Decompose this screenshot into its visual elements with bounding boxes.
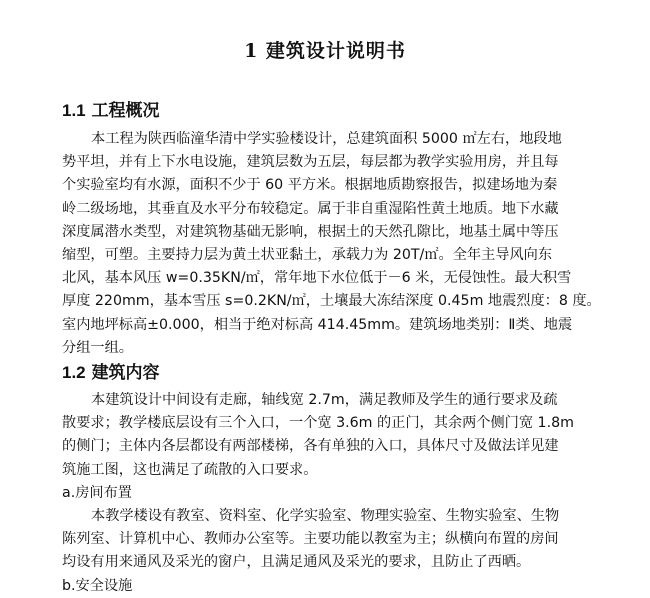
section-number: 1.1 [62, 101, 86, 120]
text-line: 个实验室均有水源，面积不少于 60 平方米。根据地质勘察报告，拟建场地为秦 [62, 177, 558, 194]
text-line: 岭二级场地，其垂直及水平分布较稳定。属于非自重湿陷性黄土地质。地下水藏 [62, 200, 559, 217]
section-1-1-paragraph [62, 128, 642, 360]
text-line: 散要求；教学楼底层设有三个入口，一个宽 3.6m 的正门，其余两个侧门宽 1.8m [62, 415, 574, 432]
text-line: 本教学楼设有教室、资料室、化学实验室、物理实验室、生物实验室、生物 [91, 508, 560, 525]
section-heading-1-1 [62, 96, 160, 121]
text-line: 的侧门；主体内各层都设有两部楼梯，各有单独的入口，具体尺寸及做法详见建 [62, 438, 559, 455]
text-line: 缩型，可塑。主要持力层为黄土状亚黏土，承载力为 20T/㎡。全年主导风向东 [62, 247, 553, 264]
subsection-label-b: b.安全设施 [62, 577, 133, 594]
text-line: 陈列室、计算机中心、教师办公室等。主要功能以教室为主；纵横向布置的房间 [62, 531, 559, 548]
section-title: 建筑内容 [91, 363, 160, 383]
text-line: 本建筑设计中间设有走廊，轴线宽 2.7m，满足教师及学生的通行要求及疏 [91, 392, 558, 408]
text-line: 筑施工图，这也满足了疏散的入口要求。 [62, 461, 318, 478]
section-number: 1.2 [62, 363, 86, 382]
section-1-2-paragraph [62, 389, 642, 598]
text-line: 室内地坪标高±0.000，相当于绝对标高 414.45mm。建筑场地类别：Ⅱ类、地震 [62, 316, 573, 333]
text-line: 分组一组。 [62, 339, 133, 356]
subsection-label-a: a.房间布置 [62, 484, 132, 501]
text-line: 势平坦，并有上下水电设施，建筑层数为五层，每层都为教学实验用房，并且每 [62, 154, 559, 171]
text-line: 深度属潜水类型，对建筑物基础无影响，根据土的天然孔隙比，地基土属中等压 [62, 223, 559, 240]
text-line: 北风，基本风压 w=0.35KN/㎡，常年地下水位低于－6 米，无侵蚀性。最大积雪 [62, 270, 572, 287]
text-line: 均设有用来通风及采光的窗户，且满足通风及采光的要求，且防止了西晒。 [62, 554, 531, 571]
section-heading-1-2 [62, 358, 160, 383]
text-line: 厚度 220mm，基本雪压 s=0.2KN/㎡，土壤最大冻结深度 0.45m 地震烈度：8 度。 [62, 293, 601, 310]
text-line: 本工程为陕西临潼华清中学实验楼设计，总建筑面积 5000 ㎡左右，地段地 [91, 131, 562, 147]
document-title: 1 建筑设计说明书 [244, 40, 406, 62]
section-title: 工程概况 [91, 101, 160, 121]
